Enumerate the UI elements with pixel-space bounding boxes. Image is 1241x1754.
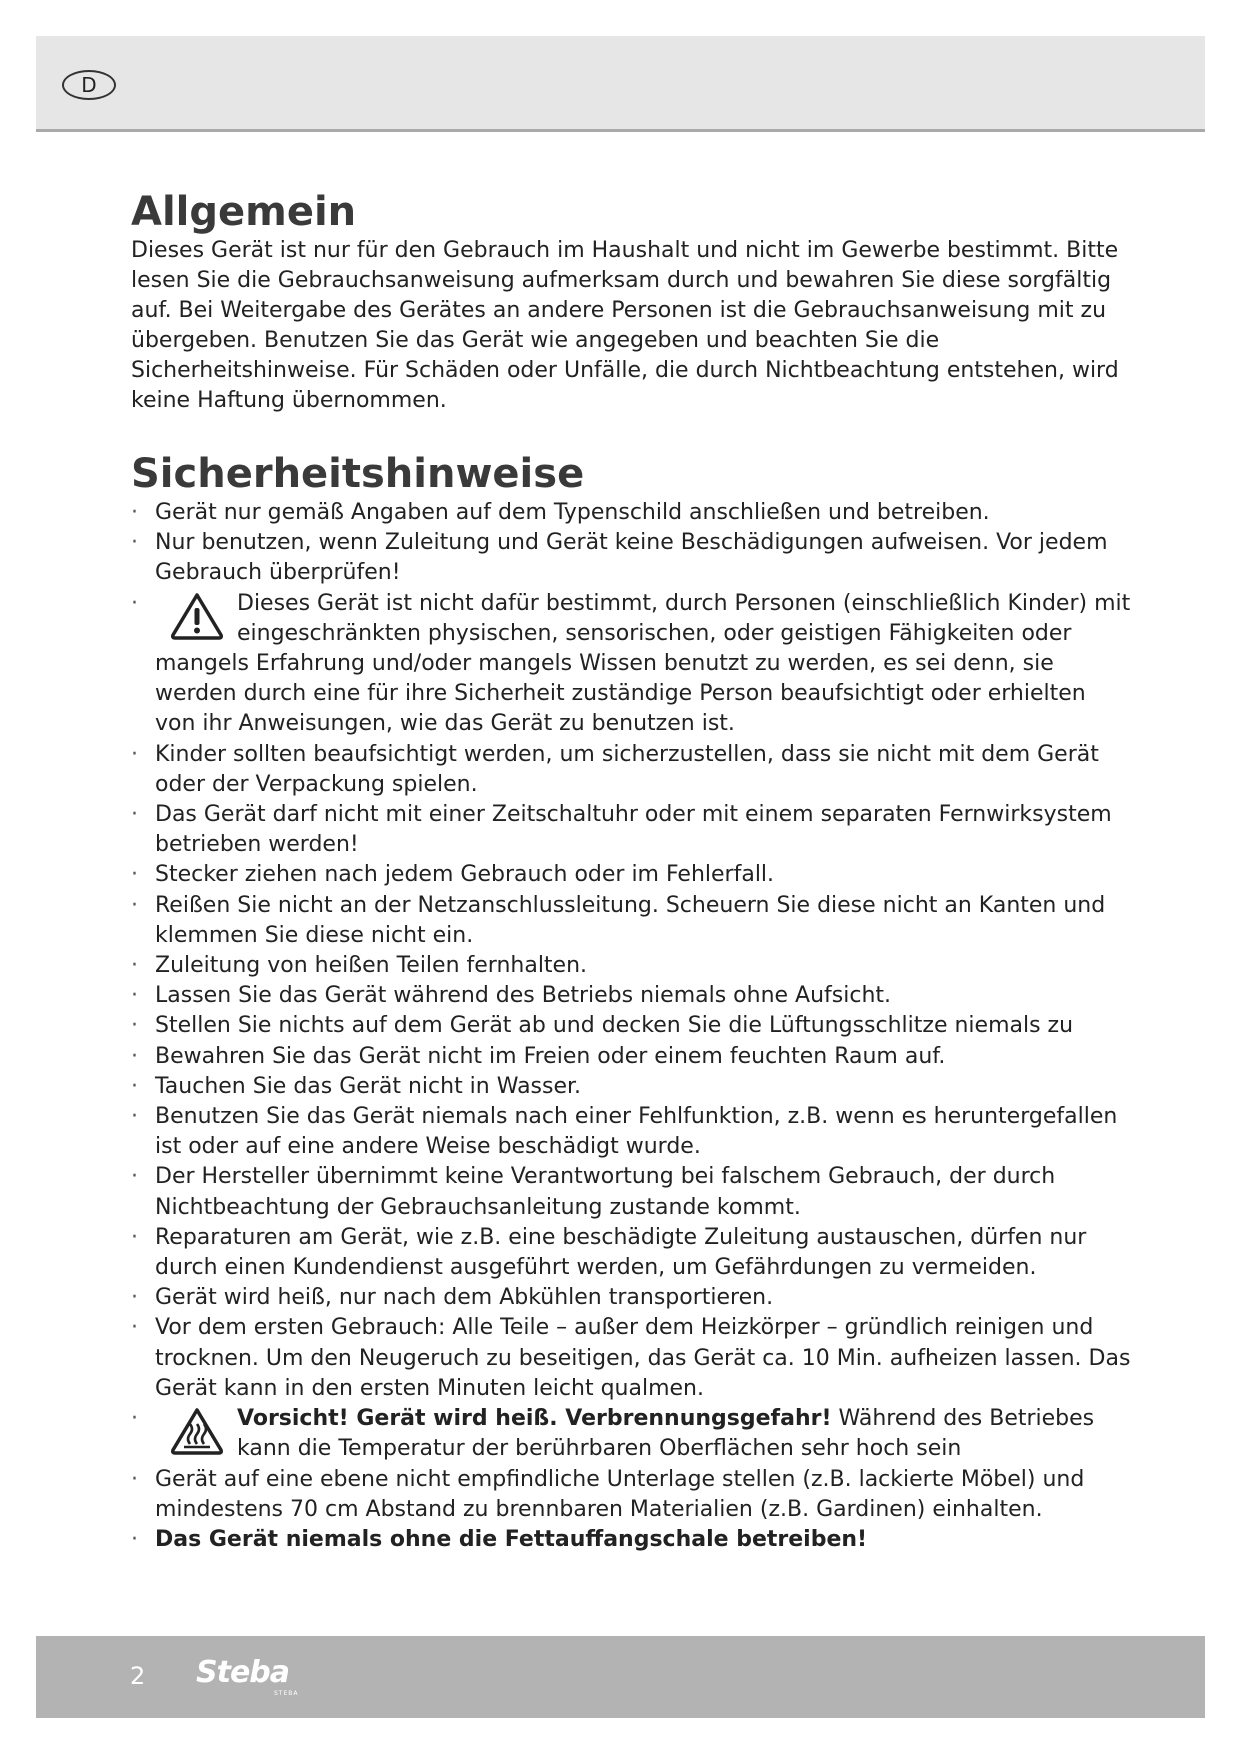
- safety-item: · Kinder sollten beaufsichtigt werden, um sicherzustellen, dass sie nicht mit dem Gerät oder der Verpackung spielen.: [131, 741, 1099, 797]
- brand-logo: Steba: [196, 1655, 290, 1690]
- bullet-icon: ·: [131, 802, 138, 828]
- bullet-icon: ·: [131, 1164, 138, 1190]
- warning-triangle-icon: [169, 591, 225, 641]
- safety-item: · Nur benutzen, wenn Zuleitung und Gerät keine Beschädigungen aufweisen. Vor jedem Gebrauch überprüfen!: [131, 530, 1108, 586]
- bullet-icon: ·: [131, 590, 138, 616]
- safety-item: · Lassen Sie das Gerät während des Betriebs niemals ohne Aufsicht.: [131, 981, 1131, 1011]
- safety-item: · Der Hersteller übernimmt keine Verantwortung bei falschem Gebrauch, der durch Nichtbeachtung der Gebrauchsanleitung zustande kommt.: [131, 1164, 1056, 1220]
- allgemein-paragraph: Dieses Gerät ist nur für den Gebrauch im Haushalt und nicht im Gewerbe bestimmt. Bitte lesen Sie die Gebrauchsanweisung aufmerksam durch und bewahren Sie diese sorgfältig auf. Bei Weitergabe des Gerätes an andere Personen ist die Gebrauchsanweisung mit zu übergeben. Benutzen Sie das Gerät wie angegeben und beachten Sie die Sicherheitshinweise. Für Schäden oder Unfälle, die durch Nichtbeachtung entstehen, wird keine Haftung übernommen.: [131, 238, 1119, 413]
- safety-item: · Reparaturen am Gerät, wie z.B. eine beschädigte Zuleitung austauschen, dürfen nur durch einen Kundendienst ausgeführt werden, um Gefährdungen zu vermeiden.: [131, 1224, 1087, 1281]
- bullet-icon: ·: [131, 1043, 138, 1069]
- brand-logo-subtext: STEBA: [274, 1690, 299, 1697]
- safety-item: · Reißen Sie nicht an der Netzanschlussleitung. Scheuern Sie diese nicht an Kanten und klemmen Sie diese nicht ein.: [131, 892, 1106, 948]
- bullet-icon: ·: [131, 983, 138, 1009]
- bullet-icon: ·: [131, 862, 138, 888]
- bullet-icon: ·: [131, 1406, 138, 1432]
- safety-item: · Tauchen Sie das Gerät nicht in Wasser.: [131, 1072, 1131, 1102]
- page-content: [131, 188, 1131, 1555]
- page-number: 2: [130, 1662, 146, 1690]
- bullet-icon: ·: [131, 1073, 138, 1099]
- safety-item-warning: · Dieses Gerät ist nicht dafür bestimmt, durch Personen (einschließlich Kinder) mit eingeschränkten physischen, sensorischen, oder geistigen Fähigkeiten oder mangels Erfahrung und/oder mangels Wissen benutzt zu werden, es sei denn, sie werden durch eine für ihre Sicherheit zuständige Person beaufsichtigt oder erhielten von ihr Anweisungen, wie das Gerät zu benutzen ist.: [131, 590, 1131, 737]
- page-header: [36, 36, 1205, 132]
- safety-list: [131, 498, 1131, 1555]
- bullet-icon: ·: [131, 1013, 138, 1039]
- bullet-icon: ·: [131, 1224, 138, 1250]
- page-footer: [36, 1636, 1205, 1718]
- bullet-icon: ·: [131, 500, 138, 525]
- bullet-icon: ·: [131, 741, 138, 767]
- bullet-icon: ·: [131, 953, 138, 979]
- safety-item: · Gerät wird heiß, nur nach dem Abkühlen transportieren.: [131, 1283, 1131, 1313]
- bullet-icon: ·: [131, 530, 138, 556]
- bullet-icon: ·: [131, 1104, 138, 1130]
- language-badge: D: [62, 70, 116, 100]
- bullet-icon: ·: [131, 1526, 138, 1552]
- allgemein-heading: Allgemein: [131, 189, 357, 235]
- safety-item: · Zuleitung von heißen Teilen fernhalten.: [131, 951, 1131, 981]
- safety-item: · Bewahren Sie das Gerät nicht im Freien oder einem feuchten Raum auf.: [131, 1042, 1131, 1072]
- safety-item: · Vor dem ersten Gebrauch: Alle Teile – außer dem Heizkörper – gründlich reinigen und trocknen. Um den Neugeruch zu beseitigen, das Gerät ca. 10 Min. aufheizen lassen. Das Gerät kann in den ersten Minuten leicht qualmen.: [131, 1315, 1131, 1401]
- bullet-icon: ·: [131, 1466, 138, 1492]
- safety-item-hot-surface: · Vorsicht! Gerät wird heiß. Verbrennungsgefahr! Während des Betriebes kann die Temperatur der berührbaren Oberflächen sehr hoch sein: [131, 1406, 1095, 1462]
- bullet-icon: ·: [131, 1315, 138, 1341]
- safety-item-bold: · Das Gerät niemals ohne die Fettauffangschale betreiben!: [131, 1525, 1131, 1555]
- safety-item: · Stellen Sie nichts auf dem Gerät ab und decken Sie die Lüftungsschlitze niemals zu: [131, 1011, 1131, 1041]
- sicherheitshinweise-heading: Sicherheitshinweise: [131, 451, 585, 497]
- bullet-icon: ·: [131, 892, 138, 918]
- safety-item: · Gerät auf eine ebene nicht empfindliche Unterlage stellen (z.B. lackierte Möbel) und mindestens 70 cm Abstand zu brennbaren Materialien (z.B. Gardinen) einhalten.: [131, 1466, 1085, 1522]
- safety-item: · Benutzen Sie das Gerät niemals nach einer Fehlfunktion, z.B. wenn es heruntergefallen ist oder auf eine andere Weise beschädigt wurde.: [131, 1104, 1118, 1160]
- safety-item: · Gerät nur gemäß Angaben auf dem Typenschild anschließen und betreiben.: [131, 498, 1131, 528]
- hot-surface-warning-icon: [169, 1406, 225, 1456]
- safety-item: · Stecker ziehen nach jedem Gebrauch oder im Fehlerfall.: [131, 860, 1131, 890]
- safety-item: · Das Gerät darf nicht mit einer Zeitschaltuhr oder mit einem separaten Fernwirksystem betrieben werden!: [131, 802, 1112, 858]
- bullet-icon: ·: [131, 1285, 138, 1311]
